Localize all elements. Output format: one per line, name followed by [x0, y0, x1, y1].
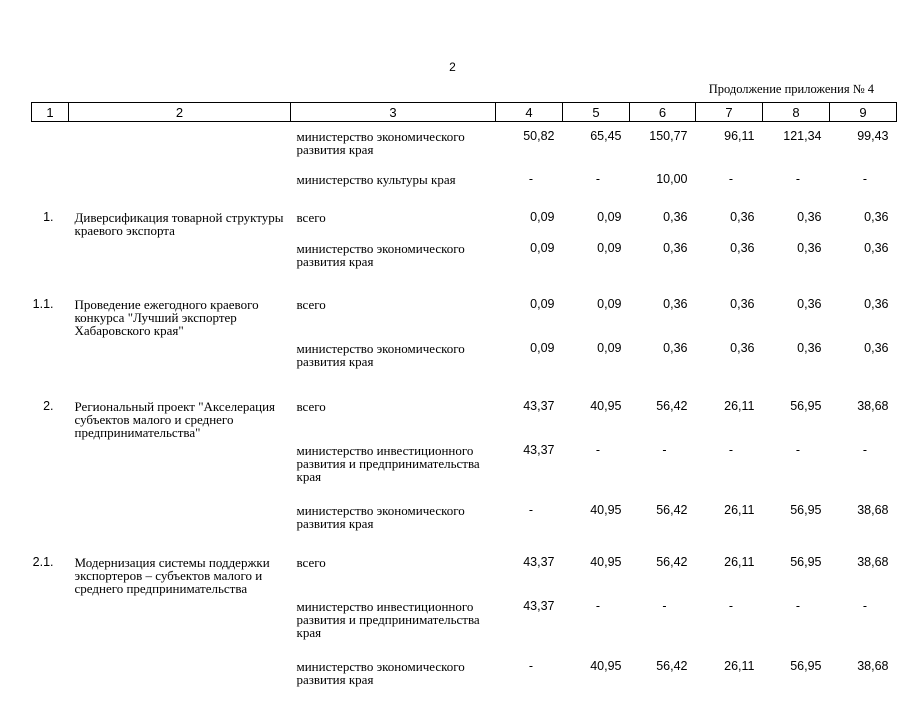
column-header: 5: [563, 103, 630, 122]
value-cell: 121,34: [783, 129, 822, 143]
executor: министерство инвестиционного развития и предпринимательства края: [296, 598, 480, 640]
value-cell: 38,68: [857, 502, 889, 517]
executor: министерство экономического развития края: [296, 240, 465, 269]
measure-name: [69, 122, 291, 168]
value-cell: 0,09: [530, 240, 555, 255]
value-cell: -: [528, 658, 534, 673]
value-cell: 43,37: [523, 598, 555, 613]
table-header-row: [32, 103, 897, 122]
column-header: 1: [32, 103, 69, 122]
table-row: [32, 293, 897, 337]
table-row: [32, 168, 897, 206]
value-cell: 99,43: [857, 129, 889, 143]
value-cell: -: [662, 598, 667, 613]
measure-name: [69, 237, 291, 293]
table-row: [32, 395, 897, 439]
value-cell: 40,95: [590, 658, 622, 673]
row-number: [32, 595, 69, 655]
value-cell: 56,42: [656, 554, 688, 569]
measure-name: Модернизация системы поддержки экспортеров – субъектов малого и среднего предпринимательства: [74, 554, 270, 596]
column-header: 4: [496, 103, 563, 122]
column-header: 6: [630, 103, 696, 122]
value-cell: 56,42: [656, 502, 688, 517]
measure-name: [69, 439, 291, 499]
value-cell: 0,09: [597, 340, 622, 355]
executor: всего: [296, 554, 326, 570]
value-cell: -: [528, 502, 534, 517]
value-cell: 0,36: [797, 296, 822, 311]
appendix-continuation-note: Продолжение приложения № 4: [708, 82, 874, 96]
value-cell: 10,00: [656, 171, 688, 186]
row-number: 2.: [43, 398, 54, 413]
measure-name: [69, 337, 291, 395]
row-number: [32, 237, 69, 293]
value-cell: -: [728, 442, 734, 457]
value-cell: 0,09: [597, 296, 622, 311]
value-cell: 0,36: [797, 340, 822, 355]
row-number: [32, 168, 69, 206]
value-cell: 0,09: [530, 209, 555, 224]
value-cell: 43,37: [523, 442, 555, 457]
measure-name: Региональный проект "Акселерация субъектов малого и среднего предпринимательства": [74, 398, 276, 440]
value-cell: -: [728, 171, 734, 186]
value-cell: 0,36: [864, 340, 889, 355]
value-cell: 0,09: [597, 209, 622, 224]
value-cell: 56,95: [790, 658, 822, 673]
row-number: [32, 655, 69, 701]
value-cell: 150,77: [649, 129, 688, 143]
table-row: [32, 499, 897, 551]
column-header: 9: [830, 103, 897, 122]
value-cell: 0,36: [730, 240, 755, 255]
table-row: [32, 206, 897, 237]
executor: министерство экономического развития края: [296, 340, 465, 369]
value-cell: -: [862, 598, 868, 613]
value-cell: 56,95: [790, 554, 822, 569]
value-cell: 38,68: [857, 554, 889, 569]
value-cell: -: [662, 442, 667, 457]
value-cell: -: [795, 171, 801, 186]
value-cell: 0,36: [864, 296, 889, 311]
value-cell: -: [528, 171, 534, 186]
value-cell: 43,37: [523, 554, 555, 569]
executor: всего: [296, 209, 326, 225]
measure-name: [69, 655, 291, 701]
value-cell: -: [595, 598, 601, 613]
executor: министерство экономического развития края: [296, 129, 465, 157]
executor: министерство культуры края: [296, 171, 456, 187]
value-cell: -: [862, 442, 868, 457]
value-cell: 56,42: [656, 398, 688, 413]
value-cell: 38,68: [857, 658, 889, 673]
executor: министерство экономического развития края: [296, 502, 465, 531]
column-header: 2: [69, 103, 291, 122]
row-number: [32, 499, 69, 551]
executor: министерство инвестиционного развития и предпринимательства края: [296, 442, 480, 484]
row-number: [32, 122, 69, 168]
value-cell: 0,36: [663, 209, 688, 224]
executor: всего: [296, 398, 326, 414]
value-cell: -: [795, 598, 801, 613]
measure-name: [69, 499, 291, 551]
table-row: [32, 122, 897, 168]
value-cell: 0,36: [663, 340, 688, 355]
executor: всего: [296, 296, 326, 312]
table-row: [32, 337, 897, 395]
value-cell: 50,82: [523, 129, 555, 143]
measure-name: [69, 595, 291, 655]
value-cell: -: [728, 598, 734, 613]
value-cell: 26,11: [724, 398, 755, 413]
executor: министерство экономического развития края: [296, 658, 465, 687]
value-cell: 40,95: [590, 554, 622, 569]
value-cell: -: [862, 171, 868, 186]
financing-table: [31, 102, 897, 701]
measure-name: Проведение ежегодного краевого конкурса "Лучший экспортер Хабаровского края": [74, 296, 259, 338]
column-header: 7: [696, 103, 763, 122]
value-cell: 0,36: [663, 296, 688, 311]
value-cell: -: [595, 171, 601, 186]
value-cell: -: [795, 442, 801, 457]
value-cell: 0,36: [730, 209, 755, 224]
value-cell: 26,11: [724, 502, 755, 517]
table-row: [32, 655, 897, 701]
table-row: [32, 439, 897, 499]
value-cell: 0,09: [597, 240, 622, 255]
row-number: [32, 337, 69, 395]
row-number: 1.1.: [32, 296, 54, 311]
value-cell: 56,95: [790, 398, 822, 413]
value-cell: 0,36: [864, 240, 889, 255]
value-cell: 65,45: [590, 129, 622, 143]
value-cell: -: [595, 442, 601, 457]
row-number: 2.1.: [32, 554, 54, 569]
value-cell: 56,42: [656, 658, 688, 673]
value-cell: 96,11: [724, 129, 755, 143]
measure-name: [69, 168, 291, 206]
value-cell: 38,68: [857, 398, 889, 413]
page-number: 2: [449, 60, 456, 74]
value-cell: 0,09: [530, 296, 555, 311]
table-row: [32, 595, 897, 655]
table-row: [32, 551, 897, 595]
column-header: 8: [763, 103, 830, 122]
column-header: 3: [291, 103, 496, 122]
row-number: [32, 439, 69, 499]
value-cell: 56,95: [790, 502, 822, 517]
value-cell: 0,36: [797, 209, 822, 224]
value-cell: 26,11: [724, 658, 755, 673]
value-cell: 0,36: [730, 296, 755, 311]
measure-name: Диверсификация товарной структуры краевого экспорта: [74, 209, 284, 238]
value-cell: 26,11: [724, 554, 755, 569]
table-row: [32, 237, 897, 293]
value-cell: 40,95: [590, 502, 622, 517]
row-number: 1.: [43, 209, 54, 224]
value-cell: 0,09: [530, 340, 555, 355]
value-cell: 43,37: [523, 398, 555, 413]
value-cell: 0,36: [663, 240, 688, 255]
value-cell: 0,36: [797, 240, 822, 255]
value-cell: 0,36: [730, 340, 755, 355]
value-cell: 0,36: [864, 209, 889, 224]
value-cell: 40,95: [590, 398, 622, 413]
